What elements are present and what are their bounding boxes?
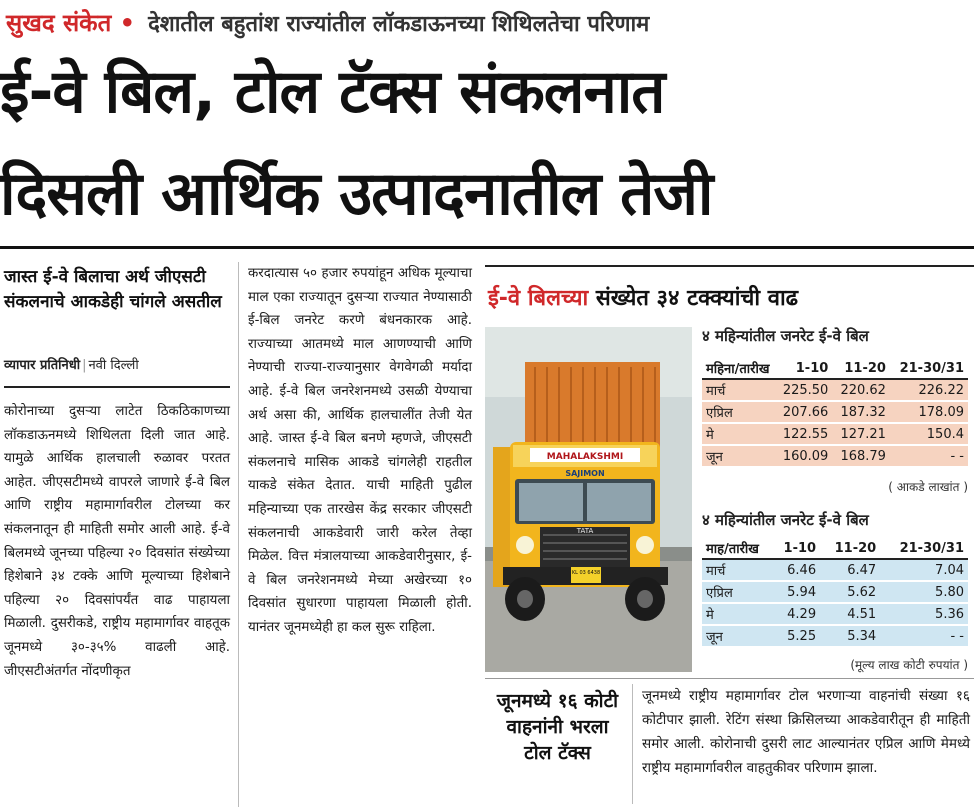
truck-sign-text: MAHALAKSHMI [546,452,624,462]
table-header-row [702,358,968,379]
table-header-cell: 21-30/31 [880,538,968,559]
table-cell: 178.09 [890,401,968,423]
byline-author: व्यापार प्रतिनिधी [4,358,81,373]
article-column-2: करदात्यास ५० हजार रुपयांहून अधिक मूल्याचा माल एका राज्यातून दुसऱ्या राज्यात नेण्यासाठी ई-बिल जनरेट करणे बंधनकारक आहे. राज्याच्या आतमध्ये माल आणण्याची आणि नेण्याची राज्या-राज्यानुसार वेगवेगळी मर्यादा आहे. ई-वे बिल जनरेशनमध्ये उसळी येण्याचा अर्थ असा की, आर्थिक हालचालींत तेजी येत आहे. जास्त ई-वे बिल बनणे म्हणजे, जीएसटी संकलनाचे मासिक आकडे चांगलेही राहतील याकडे संकेत देतात. याची माहिती पुढील महिन्याच्या एक तारखेस केंद्र सरकार जीएसटी संकलनाची आकडेवारी जारी करेल तेव्हा मिळेल. वित्त मंत्रालयाच्या आकडेवारीनुसार, ई-वे बिल जनरेशनमध्ये मेच्या अखेरच्या १० दिवसांत सुधारणा पाहायला मिळाली होती. यानंतर जूनमध्येही हा कल सुरू राहिला. [248,266,472,635]
table-cell: 160.09 [775,445,833,466]
table-cell: 6.46 [771,559,820,581]
table-cell: 226.22 [890,379,968,401]
table-cell: 5.80 [880,581,968,603]
table-cell: मे [702,603,771,625]
table-cell: मार्च [702,379,775,401]
table-cell: 5.25 [771,625,820,646]
table-row [702,379,968,401]
table-row [702,625,968,646]
table-cell: एप्रिल [702,581,771,603]
table-cell: 5.34 [820,625,880,646]
table-cell: मे [702,423,775,445]
table-header-row [702,538,968,559]
truck-photo [485,327,692,672]
table-header-cell: 11-20 [832,358,890,379]
column-divider [238,262,239,807]
divider [4,386,230,388]
headline-line-2: दिसली आर्थिक उत्पादनातील तेजी [0,159,713,229]
table-cell: 5.36 [880,603,968,625]
table-cell: 127.21 [832,423,890,445]
table-header-cell: 11-20 [820,538,880,559]
table-cell: - - [880,625,968,646]
table-cell: 187.32 [832,401,890,423]
byline: व्यापार प्रतिनिधी | नवी दिल्ली [4,358,139,373]
eway-bill-count-table [702,358,968,466]
table-1-title: ४ महिन्यांतील जनरेट ई-वे बिल [702,327,869,345]
table-header-cell: 1-10 [775,358,833,379]
infographic-title-highlight: ई-वे बिलच्या [488,286,589,311]
table-cell: 122.55 [775,423,833,445]
truck-maker-text: TATA [576,527,594,535]
column-divider [632,684,633,804]
kicker-bullet-icon: • [111,9,135,37]
table-row [702,603,968,625]
byline-city: नवी दिल्ली [88,358,139,373]
kicker-tag: सुखद संकेत [6,9,112,37]
article-column-3: जूनमध्ये राष्ट्रीय महामार्गावर टोल भरणाऱ्या वाहनांची संख्या १६ कोटीपार झाली. रेटिंग संस्था क्रिसिलच्या आकडेवारीतून ही माहिती समोर आली. कोरोनाची दुसरी लाट आल्यानंतर एप्रिल आणि मेमध्ये राष्ट्रीय महामार्गावरील वाहतुकीवर परिणाम झाला. [642,688,970,776]
table-row [702,581,968,603]
table-cell: 225.50 [775,379,833,401]
table-2-title: ४ महिन्यांतील जनरेट ई-वे बिल [702,511,869,529]
table-header-cell: महिना/तारीख [702,358,775,379]
divider [0,246,974,249]
table-cell: एप्रिल [702,401,775,423]
table-row [702,423,968,445]
table-cell: 4.51 [820,603,880,625]
article-column-1: कोरोनाच्या दुसऱ्या लाटेत ठिकठिकाणच्या लॉकडाऊनमध्ये शिथिलता दिली जात आहे. यामुळे आर्थिक हालचाली रुळावर परतत आहेत. जीएसटीमध्ये वापरले जाणारे ई-वे बिल आणि राष्ट्रीय महामार्गावरील टोलच्या कर संकलनातून ही माहिती समोर आली आहे. ई-वे बिलमध्ये जूनच्या पहिल्या २० दिवसांत संख्येच्या हिशेबाने ३४ टक्के आणि मूल्याच्या हिशेबाने पहिल्या २० दिवसांपर्यंत वाढ पाहायला मिळाली. दुसरीकडे, राष्ट्रीय महामार्गावर वाहतूक जूनमध्ये ३०-३५% वाढली आहे. जीएसटीअंतर्गत नोंदणीकृत [4,404,230,679]
toll-callout: जूनमध्ये १६ कोटी वाहनांनी भरला टोल टॅक्स [496,690,619,764]
table-cell: 150.4 [890,423,968,445]
table-cell: 168.79 [832,445,890,466]
table-cell: 4.29 [771,603,820,625]
table-row [702,445,968,466]
table-header-cell: 1-10 [771,538,820,559]
table-cell: 5.62 [820,581,880,603]
kicker [6,6,968,40]
table-header-cell: 21-30/31 [890,358,968,379]
table-cell: 207.66 [775,401,833,423]
infographic-title [488,282,968,312]
table-cell: 6.47 [820,559,880,581]
table-cell: 5.94 [771,581,820,603]
divider [485,678,974,679]
table-header-cell: माह/तारीख [702,538,771,559]
eway-bill-value-table [702,538,968,646]
headline-line-1: ई-वे बिल, टोल टॅक्स संकलनात [0,57,665,127]
table-cell: जून [702,625,771,646]
table-cell: जून [702,445,775,466]
table-row [702,559,968,581]
table-2-unit-note: (मूल्य लाख कोटी रुपयांत ) [850,658,968,672]
subheadline: जास्त ई-वे बिलाचा अर्थ जीएसटी संकलनाचे आकडेही चांगले असतील [4,267,222,312]
table-cell: 7.04 [880,559,968,581]
truck-plate-text: SAJIMON [565,469,605,478]
table-cell: - - [890,445,968,466]
infographic-title-rest: संख्येत ३४ टक्क्यांची वाढ [595,286,799,311]
table-cell: 220.62 [832,379,890,401]
kicker-text: देशातील बहुतांश राज्यांतील लॉकडाऊनच्या शिथिलतेचा परिणाम [148,12,650,37]
table-1-unit-note: ( आकडे लाखांत ) [888,480,968,494]
truck-number-plate: KL 03 6438 [571,570,601,576]
divider [485,265,974,267]
table-cell: मार्च [702,559,771,581]
table-row [702,401,968,423]
